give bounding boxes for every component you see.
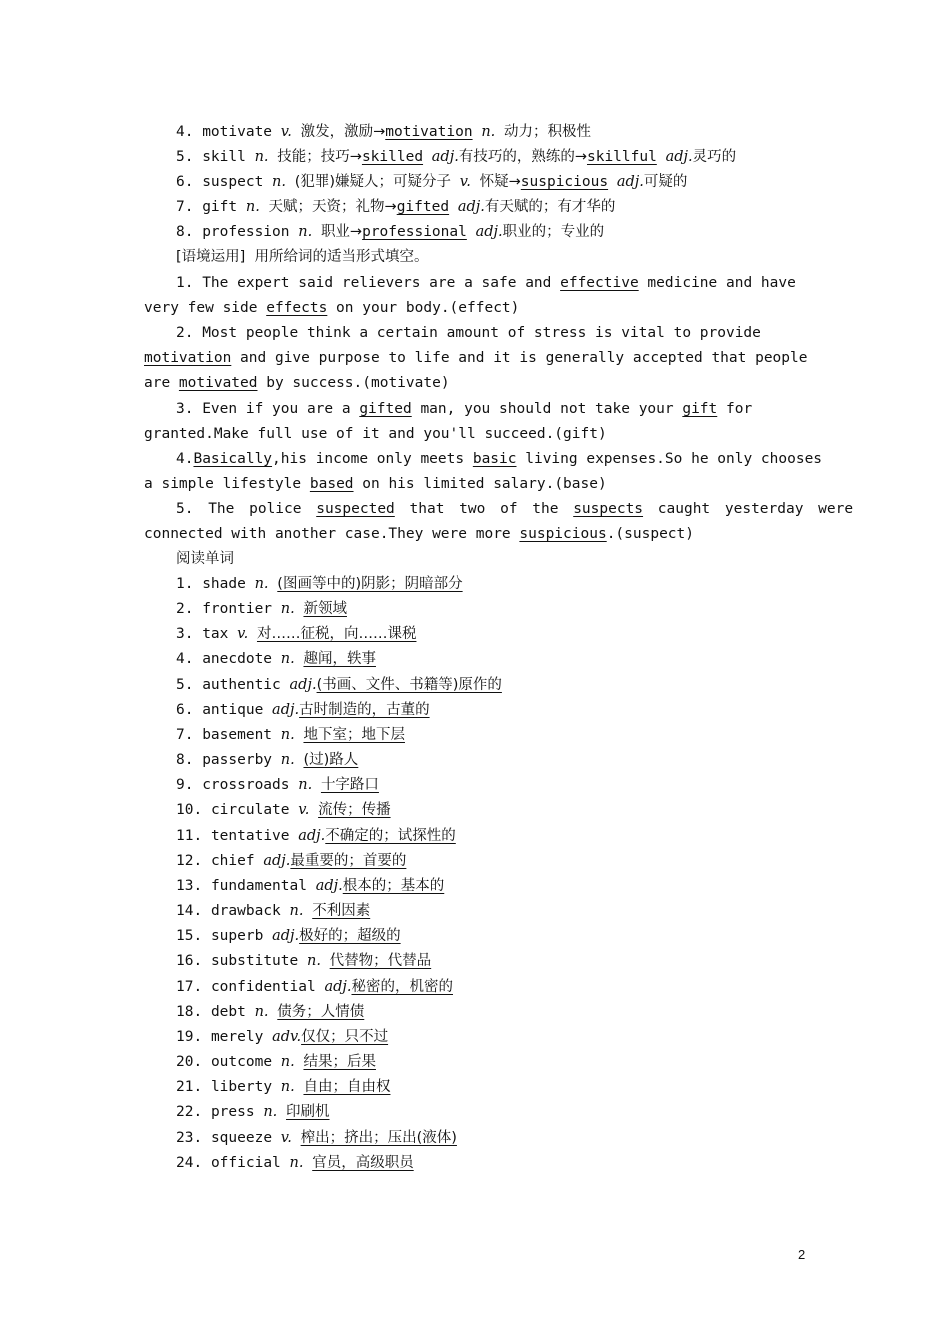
entry-word: authentic: [202, 677, 281, 693]
entry-meaning: 技能；技巧→: [277, 149, 362, 165]
entry-number: 7.: [176, 727, 194, 743]
answer-blank: gift: [682, 401, 718, 417]
derived-word: skilled: [361, 149, 424, 165]
entry-meaning: 怀疑→: [479, 174, 521, 190]
entry-number: 18.: [176, 1004, 203, 1020]
vocab-entry: [176, 145, 808, 170]
entry-meaning: 新领域: [303, 601, 347, 617]
reading-word-entry: [176, 1075, 808, 1100]
entry-word: liberty: [210, 1079, 273, 1095]
entry-word: substitute: [210, 953, 299, 969]
entry-meaning: 结果；后果: [303, 1054, 376, 1070]
entry-word: tax: [202, 626, 229, 642]
entry-number: 5.: [176, 677, 194, 693]
part-of-speech: adj.: [457, 199, 485, 215]
entry-word: merely: [210, 1029, 264, 1045]
entry-meaning: 代替物；代替品: [329, 953, 432, 969]
part-of-speech: adj.: [431, 149, 459, 165]
derived-word: suspicious: [520, 174, 609, 190]
answer-blank: suspected: [316, 501, 395, 517]
section-heading-reading: 阅读单词: [176, 551, 234, 567]
entry-meaning: 极好的；超级的: [299, 928, 401, 944]
reading-word-entry: [176, 698, 808, 723]
part-of-speech: adj.: [263, 853, 291, 869]
exercise-text: a simple lifestyle: [144, 476, 310, 492]
entry-word: gift: [202, 199, 238, 215]
entry-meaning: 最重要的；首要的: [290, 853, 407, 869]
exercise-text: connected with another case.They were more: [144, 526, 520, 542]
entry-word: circulate: [210, 802, 290, 818]
reading-word-entry: [176, 874, 808, 899]
entry-word: profession: [202, 224, 290, 240]
derived-meaning: 有天赋的；有才华的: [484, 199, 616, 215]
entry-number: 4.: [176, 124, 194, 140]
exercise-text: 3. Even if you are a: [176, 401, 360, 417]
answer-blank: effective: [560, 275, 639, 291]
entry-meaning: 根本的；基本的: [342, 878, 445, 894]
reading-word-entry: [176, 1025, 808, 1050]
part-of-speech: n.: [280, 601, 295, 617]
entry-number: 1.: [176, 576, 194, 592]
part-of-speech: adv.: [272, 1029, 302, 1045]
reading-word-entry: [176, 673, 808, 698]
derived-word: gifted: [396, 199, 450, 215]
entry-word: skill: [202, 149, 246, 165]
part-of-speech: v.: [280, 1130, 292, 1146]
entry-meaning: 天赋；天资；礼物→: [268, 199, 397, 215]
exercise-text: man, you should not take your: [411, 401, 683, 417]
part-of-speech: n.: [280, 651, 295, 667]
entry-number: 3.: [176, 626, 194, 642]
part-of-speech: adj.: [665, 149, 693, 165]
part-of-speech: n.: [254, 1004, 269, 1020]
entry-number: 5.: [176, 149, 194, 165]
entry-word: chief: [210, 853, 255, 869]
entry-number: 14.: [176, 903, 203, 919]
reading-word-entry: [176, 798, 808, 823]
reading-word-entry: [176, 597, 808, 622]
part-of-speech: n.: [280, 727, 295, 743]
entry-meaning: 榨出；挤出；压出(液体): [300, 1130, 457, 1146]
part-of-speech: adj.: [272, 928, 300, 944]
exercise-line: [144, 371, 808, 396]
entry-meaning: 地下室；地下层: [303, 727, 405, 743]
part-of-speech: n.: [272, 174, 286, 190]
entry-word: anecdote: [202, 651, 273, 667]
entry-number: 24.: [176, 1155, 203, 1171]
exercise-text: by success.(motivate): [257, 375, 450, 391]
vocab-entry: [176, 170, 808, 195]
part-of-speech: n.: [298, 777, 313, 793]
part-of-speech: n.: [298, 224, 313, 240]
entry-number: 20.: [176, 1054, 203, 1070]
entry-meaning: 秘密的，机密的: [351, 979, 453, 995]
answer-blank: effects: [266, 300, 328, 316]
exercise-text: on your body.(effect): [327, 300, 520, 316]
exercise-line: [176, 447, 823, 472]
reading-word-entry: [176, 572, 808, 597]
entry-meaning: 仅仅；只不过: [301, 1029, 389, 1045]
exercise-text: very few side: [144, 300, 267, 316]
entry-word: confidential: [210, 979, 316, 995]
derived-meaning: 动力；积极性: [504, 124, 591, 140]
answer-blank: suspicious: [519, 526, 607, 542]
reading-word-entry: [176, 1151, 808, 1176]
entry-word: debt: [210, 1004, 246, 1020]
entry-number: 2.: [176, 601, 194, 617]
part-of-speech: adj.: [272, 702, 300, 718]
reading-word-entry: [176, 899, 808, 924]
entry-number: 4.: [176, 651, 194, 667]
derived-meaning: 灵巧的: [692, 149, 737, 165]
entry-number: 8.: [176, 752, 194, 768]
derived-meaning: 职业的；专业的: [502, 224, 605, 240]
entry-meaning: (书画、文件、书籍等)原作的: [316, 677, 502, 693]
reading-word-entry: [176, 1000, 808, 1025]
entry-word: suspect: [202, 174, 264, 190]
entry-meaning: 不利因素: [312, 903, 371, 919]
reading-word-entry: [176, 924, 808, 949]
part-of-speech: adj.: [475, 224, 503, 240]
exercise-line: 2. Most people think a certain amount of stress is vital to provide: [176, 325, 761, 341]
entry-word: crossroads: [202, 777, 290, 793]
entry-number: 8.: [176, 224, 194, 240]
vocab-entry: [176, 195, 808, 220]
entry-word: drawback: [210, 903, 281, 919]
part-of-speech: v.: [237, 626, 249, 642]
entry-word: fundamental: [210, 878, 307, 894]
reading-word-entry: [176, 824, 808, 849]
reading-word-entry: [176, 723, 808, 748]
part-of-speech: n.: [280, 1054, 295, 1070]
entry-word: antique: [202, 702, 264, 718]
entry-meaning: 债务；人情债: [277, 1004, 365, 1020]
entry-meaning: 自由；自由权: [303, 1079, 391, 1095]
answer-blank: gifted: [359, 401, 412, 417]
exercise-text: 5. The police: [176, 501, 317, 517]
exercise-text: and give purpose to life and it is generally accepted that people: [231, 350, 808, 366]
answer-blank: suspects: [573, 501, 644, 517]
entry-number: 7.: [176, 199, 194, 215]
entry-meaning: 流传；传播: [318, 802, 391, 818]
part-of-speech: adj.: [315, 878, 343, 894]
exercise-text: .(suspect): [606, 526, 695, 542]
part-of-speech: adj.: [324, 979, 352, 995]
part-of-speech: n.: [280, 1079, 295, 1095]
entry-meaning: (图画等中的)阴影；阴暗部分: [277, 576, 463, 592]
entry-number: 6.: [176, 174, 194, 190]
exercise-line: [144, 296, 808, 321]
entry-word: motivate: [202, 124, 273, 140]
entry-meaning: 趣闻，轶事: [303, 651, 376, 667]
entry-meaning: 对……征税，向……课税: [256, 626, 417, 642]
derived-meaning: 可疑的: [643, 174, 688, 190]
exercise-text: for: [717, 401, 753, 417]
entry-word: outcome: [210, 1054, 273, 1070]
part-of-speech: n.: [289, 903, 304, 919]
answer-blank: motivation: [144, 350, 232, 366]
entry-word: shade: [202, 576, 246, 592]
entry-word: basement: [202, 727, 273, 743]
entry-number: 15.: [176, 928, 203, 944]
derived-word: skillful: [586, 149, 657, 165]
entry-meaning: 古时制造的，古董的: [299, 702, 430, 718]
answer-blank: based: [309, 476, 354, 492]
page-number: 2: [798, 1247, 806, 1262]
entry-number: 10.: [176, 802, 203, 818]
part-of-speech: n.: [481, 124, 496, 140]
derived-word: motivation: [385, 124, 473, 140]
entry-number: 6.: [176, 702, 194, 718]
part-of-speech: v.: [459, 174, 471, 190]
exercise-text: that two of the: [394, 501, 574, 517]
entry-word: superb: [210, 928, 264, 944]
part-of-speech: n.: [306, 953, 321, 969]
reading-word-entry: [176, 748, 808, 773]
derived-word: professional: [362, 224, 467, 240]
part-of-speech: v.: [298, 802, 310, 818]
reading-word-entry: [176, 949, 808, 974]
entry-word: frontier: [202, 601, 273, 617]
entry-word: squeeze: [210, 1130, 273, 1146]
entry-meaning: (犯罪)嫌疑人；可疑分子: [294, 174, 452, 190]
exercise-line: [144, 346, 808, 371]
derived-meaning: 有技巧的，熟练的→: [458, 149, 587, 165]
reading-word-entry: [176, 1050, 808, 1075]
part-of-speech: n.: [245, 199, 260, 215]
entry-meaning: 十字路口: [320, 777, 379, 793]
part-of-speech: n.: [254, 576, 269, 592]
exercise-text: are: [144, 375, 179, 391]
entry-number: 13.: [176, 878, 203, 894]
vocab-entry: [176, 120, 808, 145]
entry-number: 23.: [176, 1130, 203, 1146]
exercise-line: [176, 397, 808, 422]
vocab-entry: [176, 220, 808, 245]
part-of-speech: n.: [263, 1104, 278, 1120]
reading-word-entry: [176, 1126, 808, 1151]
exercise-line: [144, 522, 808, 547]
entry-meaning: 激发，激励→: [300, 124, 386, 140]
entry-meaning: 不确定的；试探性的: [325, 828, 456, 844]
entry-word: tentative: [210, 828, 290, 844]
entry-meaning: (过)路人: [303, 752, 359, 768]
exercise-text: medicine and have: [638, 275, 796, 291]
exercise-text: caught yesterday were: [643, 501, 854, 517]
exercise-text: 1. The expert said relievers are a safe and: [176, 275, 561, 291]
part-of-speech: adj.: [298, 828, 326, 844]
entry-number: 12.: [176, 853, 203, 869]
part-of-speech: n.: [280, 752, 295, 768]
entry-number: 9.: [176, 777, 194, 793]
exercise-line: [144, 472, 808, 497]
entry-number: 22.: [176, 1104, 203, 1120]
part-of-speech: v.: [280, 124, 292, 140]
exercise-text: living expenses.So he only chooses: [516, 451, 823, 467]
entry-meaning: 官员，高级职员: [312, 1155, 414, 1171]
entry-word: official: [210, 1155, 281, 1171]
entry-meaning: 印刷机: [286, 1104, 330, 1120]
answer-blank: Basically: [193, 451, 273, 467]
entry-meaning: 职业→: [320, 224, 363, 240]
exercise-line: [176, 271, 808, 296]
reading-word-entry: [176, 849, 808, 874]
reading-word-entry: [176, 773, 808, 798]
part-of-speech: adj.: [289, 677, 317, 693]
part-of-speech: adj.: [616, 174, 644, 190]
exercise-line: granted.Make full use of it and you'll succeed.(gift): [144, 426, 607, 442]
section-heading-context: [语境运用] 用所给词的适当形式填空。: [176, 249, 429, 265]
reading-word-entry: [176, 647, 808, 672]
part-of-speech: n.: [254, 149, 269, 165]
entry-number: 19.: [176, 1029, 203, 1045]
answer-blank: basic: [472, 451, 517, 467]
exercise-text: on his limited salary.(base): [353, 476, 607, 492]
entry-number: 21.: [176, 1079, 203, 1095]
entry-number: 11.: [176, 828, 203, 844]
entry-word: passerby: [202, 752, 273, 768]
reading-word-entry: [176, 975, 808, 1000]
exercise-line: [176, 497, 854, 522]
exercise-text: ,his income only meets: [272, 451, 473, 467]
entry-word: press: [210, 1104, 255, 1120]
exercise-text: 4.: [176, 451, 194, 467]
entry-number: 16.: [176, 953, 203, 969]
reading-word-entry: [176, 622, 808, 647]
reading-word-entry: [176, 1100, 808, 1125]
answer-blank: motivated: [178, 375, 258, 391]
entry-number: 17.: [176, 979, 203, 995]
part-of-speech: n.: [289, 1155, 304, 1171]
